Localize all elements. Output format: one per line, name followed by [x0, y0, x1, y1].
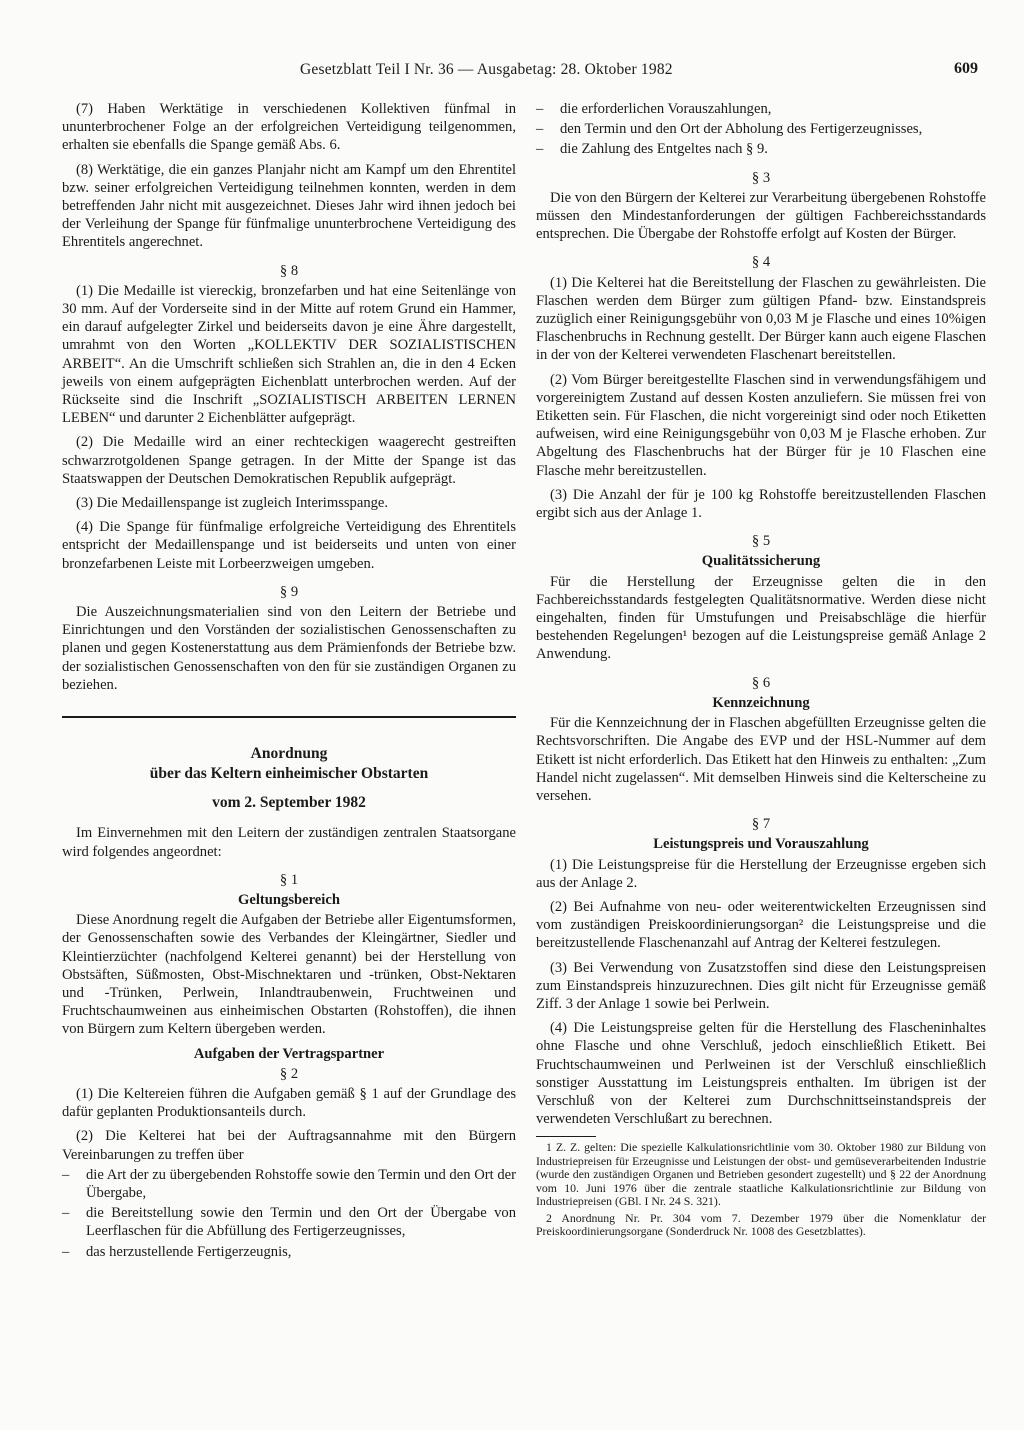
paragraph: (3) Die Medaillenspange ist zugleich Interimsspange. [76, 495, 389, 512]
section-heading: § 4 [751, 254, 771, 271]
paragraph: (4) Die Spange für fünfmalige erfolgreiche Verteidigung des Ehrentitels entspricht der Medaillenspange und ist beiderseits und unten von einer bronzefarbenen Leiste mit Lorbeerzweigen umgeben. [62, 519, 516, 572]
section-title: Geltungsbereich [238, 891, 340, 908]
paragraph: Die Auszeichnungsmaterialien sind von den Leitern der Betriebe und Einrichtungen und den Vorständen der sozialistischen Genossenschaften zu planen und gegen Kostenerstattung aus dem Prämienfonds der Betriebe bzw. der sozialistischen Genossenschaften von den für sie zuständigen Organen zu beziehen. [62, 604, 516, 693]
paragraph: Die von den Bürgern der Kelterei zur Verarbeitung übergebenen Rohstoffe müssen den Mindestanforderungen der gültigen Fachbereichsstandards entsprechen. Die Übergabe der Rohstoffe erfolgt auf Kosten der Bürger. [536, 189, 986, 243]
header-title: Gesetzblatt Teil I Nr. 36 — Ausgabetag: 28. Oktober 1982 [300, 61, 673, 78]
section-heading: § 2 [279, 1065, 299, 1082]
paragraph: (3) Bei Verwendung von Zusatzstoffen sind diese den Leistungspreisen zum Einstandspreis hinzuzurechnen. Dies gilt nicht für Erzeugnisse gemäß Ziff. 3 der Anlage 1 sowie bei Perlwein. [536, 959, 986, 1012]
section-heading: § 3 [751, 169, 771, 186]
section-heading: § 9 [279, 583, 299, 600]
section-title: Qualitätssicherung [701, 553, 821, 570]
section-title: Kennzeichnung [712, 694, 810, 711]
document-title: Anordnung [250, 745, 328, 763]
paragraph: (7) Haben Werktätige in verschiedenen Kollektiven fünfmal in ununterbrochener Folge an der erfolgreichen Verteidigung teilgenommen, erhalten sie ebenfalls die Spange gemäß Abs. 6. [62, 101, 516, 154]
paragraph: (2) Die Kelterei hat bei der Auftragsannahme mit den Bürgern Vereinbarungen zu treffen über [62, 1128, 516, 1163]
section-title: Aufgaben der Vertragspartner [193, 1045, 385, 1062]
footnote: 1 Z. Z. gelten: Die spezielle Kalkulationsrichtlinie vom 30. Oktober 1980 zur Bildung von Industriepreisen für Erzeugnisse und Leistungen der obst- und gemüseverarbeitenden Industrie (wurde den zuständigen Organen und Betrieben gesondert zugestellt) und § 22 der Anordnung vom 10. Juni 1976 über die zentrale staatliche Kalkulationsrichtlinie zur Bildung von Industriepreisen (GBl. I Nr. 24 S. 321). [536, 1140, 986, 1209]
document-date: vom 2. September 1982 [212, 794, 366, 812]
list-item: – die Bereitstellung sowie den Termin und den Ort der Übergabe von Leerflaschen für die Abfüllung des Fertigerzeugnisses, [62, 1205, 516, 1240]
paragraph: Für die Kennzeichnung der in Flaschen abgefüllten Erzeugnisse gelten die Rechtsvorschriften. Die Angabe des EVP und der HSL-Nummer auf dem Etikett ist nicht erforderlich. Das Etikett hat den Hinweis zu enthalten: „Zum Handel nicht zugelassen“. Mit demselben Hinweis sind die Kelterscheine zu versehen. [536, 715, 986, 804]
section-heading: § 5 [751, 533, 771, 550]
paragraph: Im Einvernehmen mit den Leitern der zuständigen zentralen Staatsorgane wird folgendes angeordnet: [62, 825, 516, 860]
paragraph: (3) Die Anzahl der für je 100 kg Rohstoffe bereitzustellenden Flaschen ergibt sich aus der Anlage 1. [536, 486, 986, 522]
list-item: – die Zahlung des Entgeltes nach § 9. [536, 141, 768, 158]
footnote: 2 Anordnung Nr. Pr. 304 vom 7. Dezember 1979 über die Nomenklatur der Preiskoordinierungsorgane (Sonderdruck Nr. 1008 des Gesetzblattes). [536, 1210, 986, 1239]
list-item: – die Art der zu übergebenden Rohstoffe sowie den Termin und den Ort der Übergabe, [62, 1166, 516, 1201]
section-heading: § 7 [751, 816, 771, 833]
page-number: 609 [954, 60, 978, 77]
section-heading: § 1 [279, 871, 299, 888]
paragraph: (1) Die Keltereien führen die Aufgaben gemäß § 1 auf der Grundlage des dafür geplanten Produktionsanteils durch. [62, 1085, 516, 1121]
right-column [536, 100, 986, 1242]
paragraph: Diese Anordnung regelt die Aufgaben der Betriebe aller Eigentumsformen, der Genossenschaften sowie des Verbandes der Kleingärtner, Siedler und Kleintierzüchter (nachfolgend Kelterei genannt) bei der Herstellung von Obstsäften, Süßmosten, Obst-Mischnektaren und -trünken, Obst-Nektaren und -Trünken, Perlwein, Inlandtraubenwein, Fruchtweinen und Fruchtschaumweinen aus einheimischen Obstarten (Rohstoffen), die ihnen von Bürgern zum Keltern übergeben werden. [62, 912, 516, 1038]
paragraph: (2) Bei Aufnahme von neu- oder weiterentwickelten Erzeugnissen sind vom zuständigen Preiskoordinierungsorgan² die Leistungspreise und die bereitzustellende Flaschenanzahl auf Antrag der Kelterei festzulegen. [536, 898, 986, 952]
paragraph: (2) Vom Bürger bereitgestellte Flaschen sind in verwendungsfähigem und vorgereinigtem Zustand auf dessen Kosten anzuliefern. Sie müssen frei von Etiketten sein. Für Flaschen, die nicht vorgereinigt sind oder noch Etiketten aufweisen, wird eine Reinigungsgebühr von 0,03 M je Flasche erhoben. Zur Abgeltung des Flaschenbruchs hat der Bürger für je 10 Flaschen eine Flasche mehr bereitzustellen. [536, 371, 986, 479]
left-column [62, 100, 516, 1263]
section-heading: § 8 [279, 262, 299, 279]
paragraph: (1) Die Leistungspreise für die Herstellung der Erzeugnisse ergeben sich aus der Anlage 2. [536, 856, 986, 891]
paragraph: Für die Herstellung der Erzeugnisse gelten die in den Fachbereichsstandards festgelegten Qualitätsnormative. Werden diese nicht eingehalten, finden für Umstufungen und Preisabschläge die hierfür bestehenden Regelungen¹ bezogen auf die Leistungspreise gemäß Anlage 2 Anwendung. [536, 573, 986, 663]
page-header [300, 58, 978, 82]
divider [62, 716, 516, 718]
section-title: Leistungspreis und Vorauszahlung [653, 836, 869, 853]
section-heading: § 6 [751, 674, 771, 691]
list-item: – die erforderlichen Vorauszahlungen, [536, 101, 772, 117]
list-item: – das herzustellende Fertigerzeugnis, [62, 1243, 292, 1260]
paragraph: (1) Die Kelterei hat die Bereitstellung der Flaschen zu gewährleisten. Die Flaschen werden dem Bürger zum gültigen Pfand- bzw. Einstandspreis zuzüglich einer Reinigungsgebühr von 0,03 M je Flasche und eines 10%igen Flaschenbruchs in Rechnung gestellt. Der Bürger kann auch eigene Flaschen in der von der Kelterei verwendeten Flaschenart bereitstellen. [536, 274, 986, 364]
paragraph: (4) Die Leistungspreise gelten für die Herstellung des Flascheninhaltes ohne Flasche und ohne Verschluß, jedoch einschließlich Etikett. Bei Fruchtschaumweinen und Perlweinen ist der Verschluß einschließlich sonstiger Ausstattung im Leistungspreis enthalten. Im übrigen ist der Verschluß von der Kelterei zum Durchschnittseinstandspreis der verwendeten Verschlußart zu berechnen. [536, 1020, 986, 1128]
paragraph: (1) Die Medaille ist viereckig, bronzefarben und hat eine Seitenlänge von 30 mm. Auf der Vorderseite sind in der Mitte auf rotem Grund ein Hammer, ein darauf aufgelegter Zirkel und beiderseits davon je eine Ähre dargestellt, umrahmt von den Worten „KOLLEKTIV DER SOZIALISTISCHEN ARBEIT“. An die Umschrift schließen sich Strahlen an, die in den 4 Ecken jeweils von einem aufgeprägten Eichenblatt unterbrochen werden. Auf der Rückseite sind die Inschrift „SOZIALISTISCH ARBEITEN LERNEN LEBEN“ und darunter 2 Eichenblätter aufgeprägt. [62, 282, 516, 427]
paragraph: (2) Die Medaille wird an einer rechteckigen waagerecht gestreiften schwarzrotgoldenen Spange getragen. In der Mitte der Spange ist das Staatswappen der Deutschen Demokratischen Republik aufgeprägt. [62, 434, 516, 487]
document-subtitle: über das Keltern einheimischer Obstarten [149, 765, 429, 783]
paragraph: (8) Werktätige, die ein ganzes Planjahr nicht am Kampf um den Ehrentitel bzw. seiner erfolgreichen Verteidigung teilnehmen konnten, werden in dem betreffenden Jahr nicht mit ausgezeichnet. Dieses Jahr wird ihnen jedoch bei der Verleihung der Spange für fünfmalige ununterbrochene Verteidigung des Ehrentitels angerechnet. [62, 161, 516, 251]
footnote-rule [536, 1136, 596, 1137]
list-item: – den Termin und den Ort der Abholung des Fertigerzeugnisses, [536, 121, 923, 138]
